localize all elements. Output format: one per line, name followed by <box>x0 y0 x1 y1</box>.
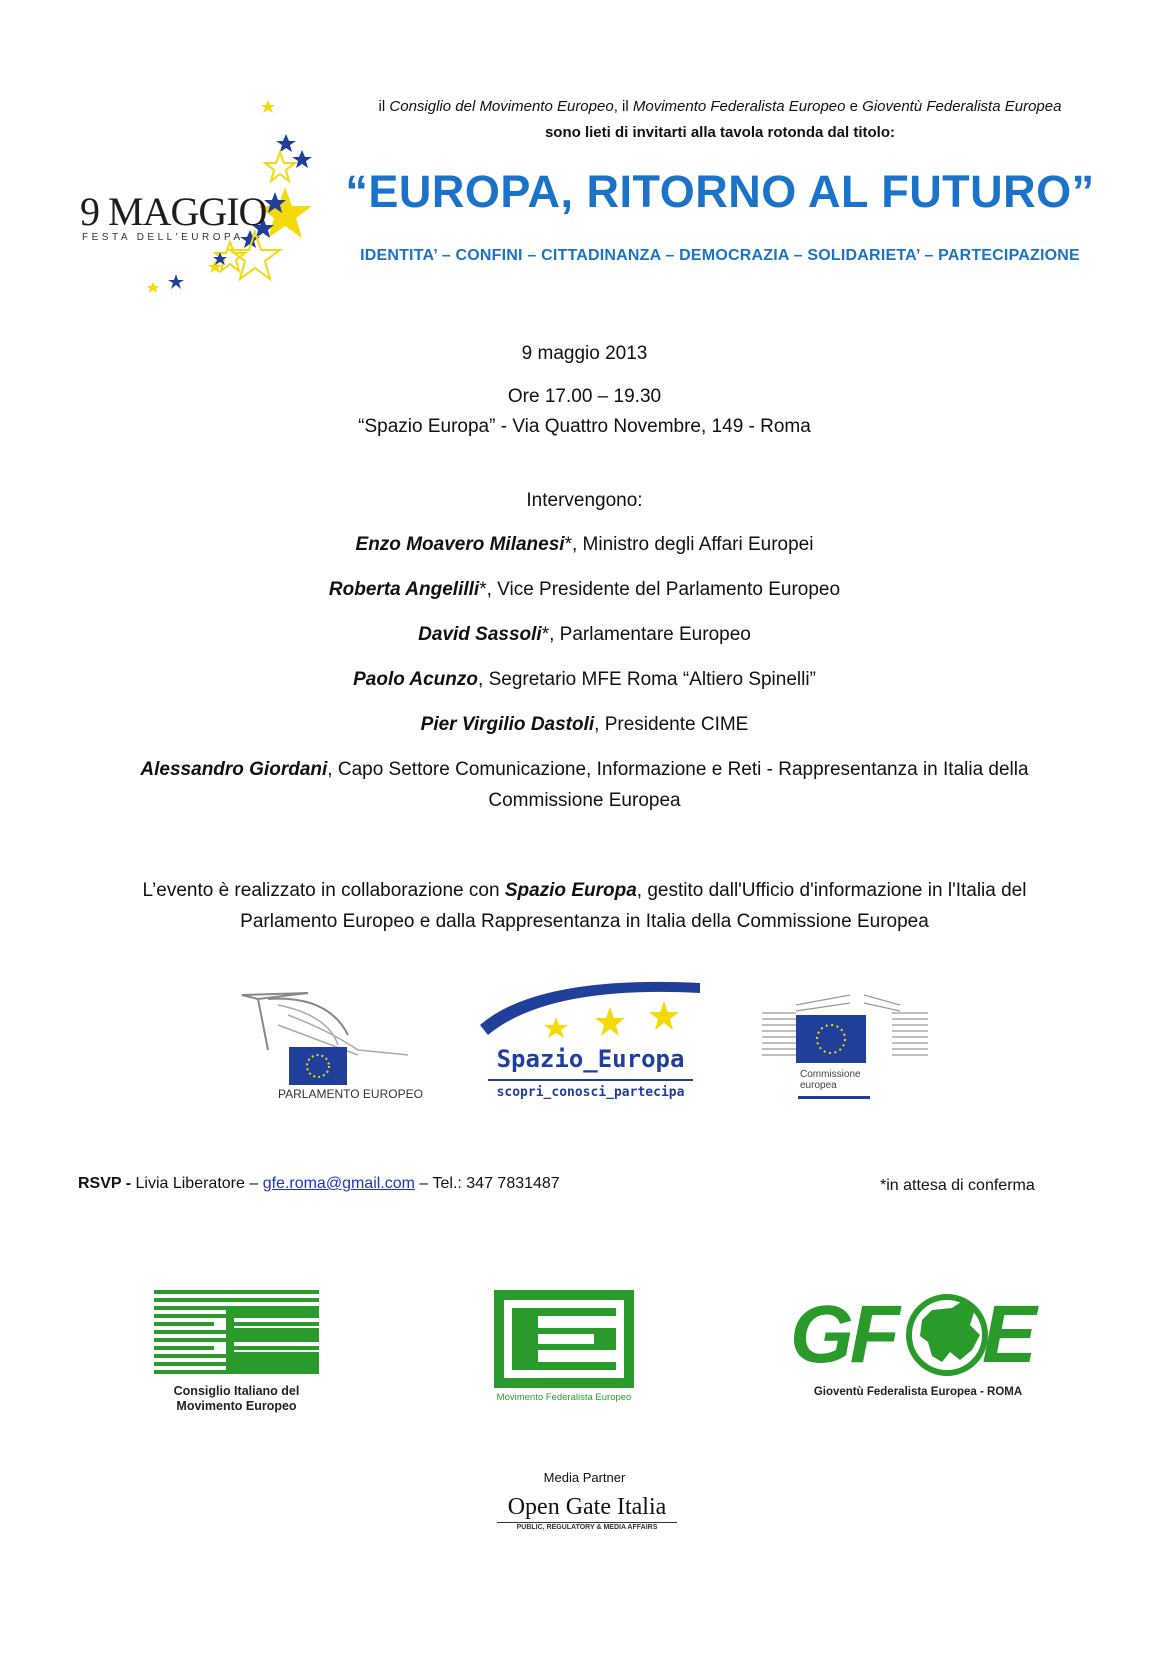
speaker-role: , Presidente CIME <box>594 714 749 735</box>
gfe-word-left: GF <box>790 1289 896 1380</box>
collaboration-text <box>60 880 1109 902</box>
mfe-graphic <box>494 1290 634 1388</box>
speaker-name: Pier Virgilio Dastoli <box>420 714 595 735</box>
speaker-role: *, Vice Presidente del Parlamento Europeo <box>479 579 841 600</box>
logo-mfe <box>488 1290 638 1410</box>
cime-label-line1: Consiglio Italiano del <box>173 1384 300 1398</box>
commissione-graphic <box>760 985 930 1070</box>
star-yellow-small-3 <box>147 282 159 293</box>
rsvp-name: Livia Liberatore – <box>135 1175 263 1192</box>
commissione-underline <box>798 1096 870 1099</box>
star-outline-1 <box>265 152 295 181</box>
speaker-role: *, Ministro degli Affari Europei <box>564 534 814 555</box>
commissione-label-line1: Commissione <box>800 1069 861 1080</box>
org-gfe: Gioventù Federalista Europea <box>862 98 1062 115</box>
collaboration-text-line2: Parlamento Europeo e dalla Rappresentanza in Italia della Commissione Europea <box>240 911 929 932</box>
speaker-row <box>60 714 1109 736</box>
event-place: “Spazio Europa” - Via Quattro Novembre, 149 - Roma <box>358 416 811 437</box>
speaker-name: David Sassoli <box>418 624 542 645</box>
logo-cime <box>154 1290 329 1413</box>
logo-9-maggio-subtitle: FESTA DELL'EUROPA <box>82 232 244 243</box>
intro-sep2: e <box>845 98 863 115</box>
media-partner-label: Media Partner <box>543 1470 626 1485</box>
event-time: Ore 17.00 – 19.30 <box>507 386 662 407</box>
star-blue-6 <box>168 274 184 289</box>
intro-organizers <box>330 98 1110 115</box>
speaker-role: , Capo Settore Comunicazione, Informazione e Reti - Rappresentanza in Italia della <box>327 759 1029 780</box>
commissione-label <box>800 1069 861 1091</box>
speaker-name: Paolo Acunzo <box>353 669 479 690</box>
speaker-name: Roberta Angelilli <box>328 579 480 600</box>
speaker-role: *, Parlamentare Europeo <box>541 624 751 645</box>
speakers-label: Intervengono: <box>526 490 643 511</box>
mfe-label: Movimento Federalista Europeo <box>496 1392 632 1403</box>
spazio-title: Spazio_Europa <box>496 1045 685 1073</box>
event-keywords: IDENTITA’ – CONFINI – CITTADINANZA – DEMOCRAZIA – SOLIDARIETA’ – PARTECIPAZIONE <box>360 247 1080 264</box>
logo-9-maggio <box>70 92 330 312</box>
star-yellow-small-top <box>261 100 275 113</box>
rsvp-email-link[interactable]: gfe.roma@gmail.com <box>262 1175 415 1192</box>
gfe-word-right: E <box>982 1289 1037 1380</box>
collab-org: Spazio Europa <box>504 880 637 901</box>
star-blue-1 <box>276 134 296 152</box>
intro-sep1: , il <box>613 98 633 115</box>
logo-spazio-europa <box>478 975 703 1110</box>
cime-label-line2: Movimento Europeo <box>176 1399 297 1413</box>
star-blue-2 <box>292 150 312 168</box>
speaker-row <box>60 624 1109 646</box>
speaker-row <box>60 759 1109 781</box>
intro-invite: sono lieti di invitarti alla tavola rotonda dal titolo: <box>544 124 896 141</box>
europe-map-icon <box>902 1290 992 1380</box>
spazio-divider <box>488 1079 693 1081</box>
logo-gfe-roma <box>790 1290 1050 1410</box>
logo-commissione-europea <box>760 985 930 1105</box>
rsvp-phone: – Tel.: 347 7831487 <box>414 1175 560 1192</box>
gfe-label: Gioventù Federalista Europea - ROMA <box>813 1386 1023 1398</box>
event-title: “EUROPA, RITORNO AL FUTURO” <box>345 166 1095 217</box>
open-gate-title: Open Gate Italia <box>507 1494 667 1520</box>
speaker-name: Alessandro Giordani <box>140 759 328 780</box>
cime-label <box>154 1384 319 1414</box>
logo-open-gate-italia <box>497 1493 677 1539</box>
speaker-role-continued: Commissione Europea <box>488 790 681 811</box>
intro-pre: il <box>378 98 390 115</box>
commissione-label-line2: europea <box>800 1080 837 1091</box>
spazio-graphic <box>478 975 703 1055</box>
confirmation-note: *in attesa di conferma <box>880 1177 1035 1194</box>
speaker-name: Enzo Moavero Milanesi <box>355 534 565 555</box>
logo-9-maggio-title: 9 MAGGIO <box>80 189 267 234</box>
speaker-row <box>60 534 1109 556</box>
speaker-row <box>60 579 1109 601</box>
org-mfe: Movimento Federalista Europeo <box>632 98 846 115</box>
open-gate-subtitle: PUBLIC, REGULATORY & MEDIA AFFAIRS <box>516 1524 658 1531</box>
org-consiglio: Consiglio del Movimento Europeo <box>389 98 614 115</box>
rsvp-line <box>78 1175 560 1193</box>
open-gate-rule <box>497 1522 677 1523</box>
collab-pre: L’evento è realizzato in collaborazione con <box>142 880 505 901</box>
parlamento-label: PARLAMENTO EUROPEO <box>278 1087 423 1101</box>
rsvp-label: RSVP - <box>78 1175 136 1192</box>
speaker-role: , Segretario MFE Roma “Altiero Spinelli” <box>478 669 816 690</box>
speaker-row <box>60 669 1109 691</box>
logo-parlamento-europeo <box>238 985 423 1105</box>
event-date: 9 maggio 2013 <box>521 343 648 364</box>
collab-post: , gestito dall'Ufficio d'informazione in l'Italia del <box>636 880 1027 901</box>
spazio-subtitle: scopri_conosci_partecipa <box>496 1085 685 1100</box>
cime-graphic <box>154 1290 319 1380</box>
